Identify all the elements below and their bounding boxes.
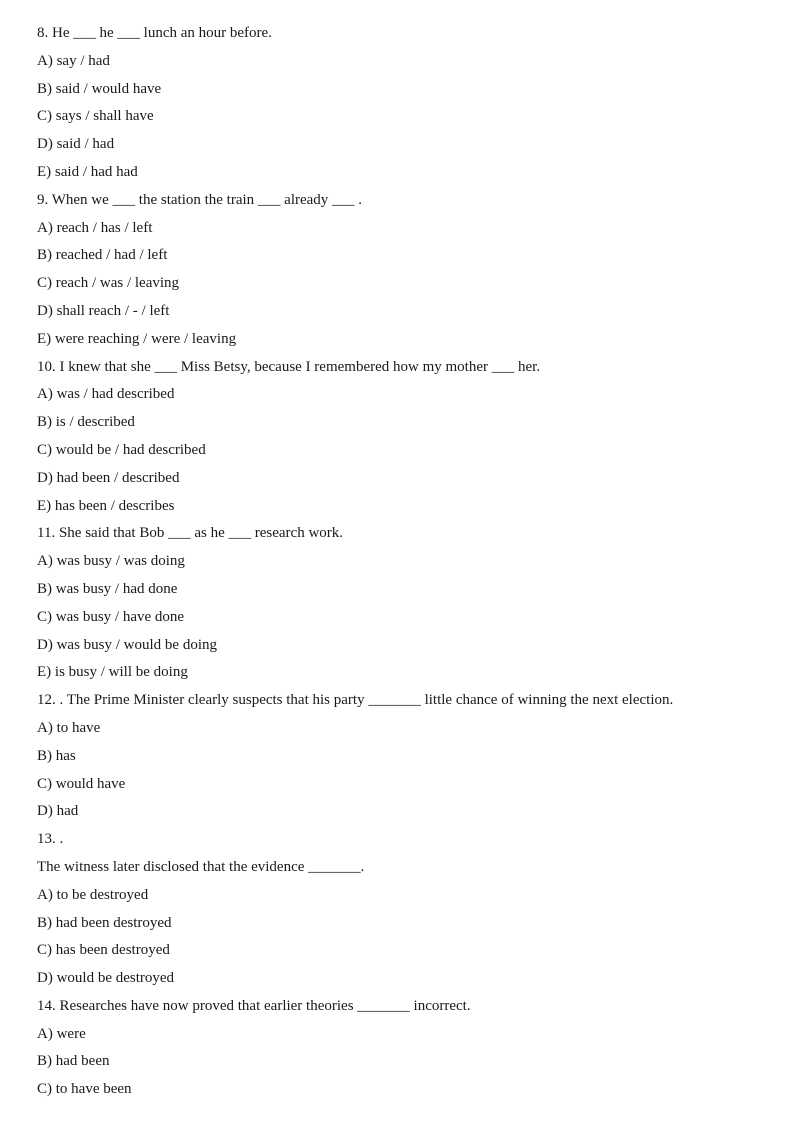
answer-option: A) to be destroyed: [37, 886, 149, 903]
answer-option: C) would be / had described: [37, 441, 206, 458]
answer-option: E) has been / describes: [37, 497, 175, 514]
answer-option: C) would have: [37, 775, 126, 792]
answer-option: E) were reaching / were / leaving: [37, 330, 237, 347]
answer-option: C) has been destroyed: [37, 942, 170, 959]
answer-option: B) has: [37, 747, 76, 764]
answer-option: C) to have been: [37, 1081, 132, 1098]
question-stem-text: The witness later disclosed that the evidence _______.: [37, 858, 365, 875]
answer-option: B) reached / had / left: [37, 247, 168, 264]
answer-option: C) was busy / have done: [37, 608, 185, 625]
question-stem: 12. . The Prime Minister clearly suspects that his party _______ little chance of winning the next election.: [37, 692, 674, 709]
answer-option: B) said / would have: [37, 80, 162, 97]
answer-option: B) had been: [37, 1053, 110, 1070]
question-stem: 9. When we ___ the station the train ___ already ___ .: [37, 191, 363, 208]
answer-option: A) were: [37, 1025, 86, 1042]
answer-option: D) was busy / would be doing: [37, 636, 217, 653]
question-stem: 10. I knew that she ___ Miss Betsy, because I remembered how my mother ___ her.: [37, 358, 541, 375]
answer-option: C) says / shall have: [37, 108, 154, 125]
answer-option: A) reach / has / left: [37, 219, 153, 236]
question-stem: 13. .: [37, 831, 64, 848]
answer-option: A) was busy / was doing: [37, 553, 185, 570]
answer-option: D) would be destroyed: [37, 970, 175, 987]
answer-option: D) said / had: [37, 136, 115, 153]
question-stem: 8. He ___ he ___ lunch an hour before.: [37, 25, 272, 41]
answer-option: B) had been destroyed: [37, 914, 172, 931]
question-stem: 11. She said that Bob ___ as he ___ research work.: [37, 525, 344, 542]
question-stem: 14. Researches have now proved that earlier theories _______ incorrect.: [37, 997, 471, 1014]
answer-option: B) was busy / had done: [37, 580, 178, 597]
answer-option: A) was / had described: [37, 386, 175, 403]
answer-option: B) is / described: [37, 414, 135, 431]
answer-option: D) had: [37, 803, 79, 820]
answer-option: E) is busy / will be doing: [37, 664, 188, 681]
answer-option: C) reach / was / leaving: [37, 275, 180, 292]
answer-option: A) say / had: [37, 52, 110, 69]
answer-option: D) had been / described: [37, 469, 180, 486]
document-page: [37, 20, 777, 1104]
answer-option: D) shall reach / - / left: [37, 302, 170, 319]
answer-option: A) to have: [37, 719, 101, 736]
answer-option: E) said / had had: [37, 163, 138, 180]
